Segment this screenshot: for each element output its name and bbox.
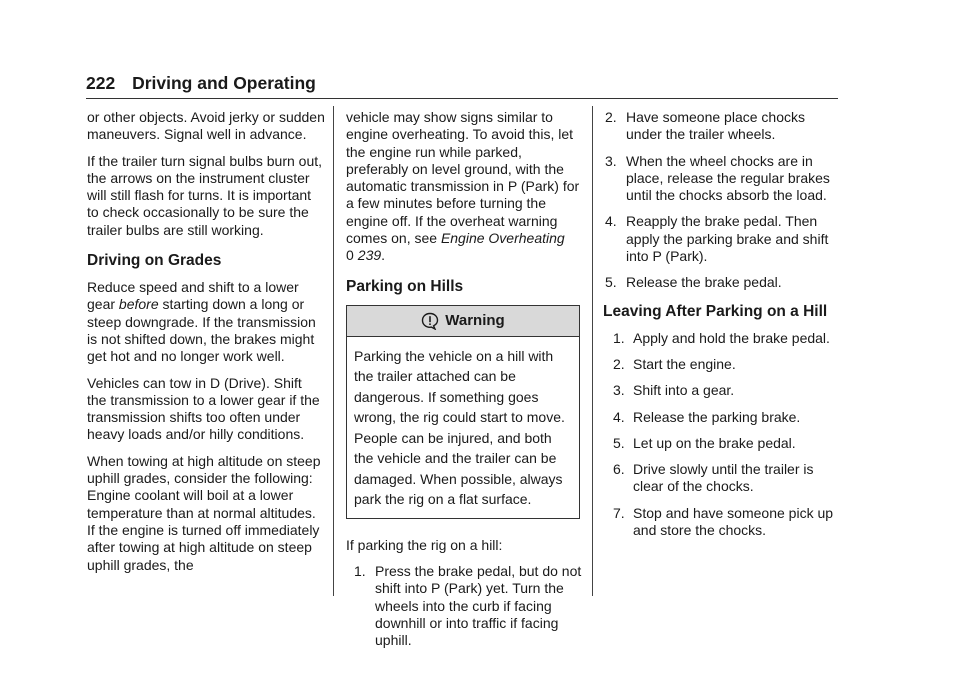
step-number: 5. [605, 274, 617, 291]
reference-page: 239 [357, 247, 382, 264]
step-number: 7. [613, 504, 625, 521]
paragraph [87, 279, 325, 365]
paragraph [346, 109, 584, 265]
list-item [603, 330, 841, 347]
step-text: Release the brake pedal. [626, 274, 782, 291]
step-number: 2. [613, 355, 625, 372]
list-item [603, 109, 841, 144]
list-item [603, 382, 841, 399]
column-2 [346, 109, 584, 658]
warning-icon [421, 312, 439, 330]
warning-title: Warning [445, 312, 505, 330]
column-divider-1 [333, 106, 334, 596]
parking-steps-list-continued [603, 109, 841, 292]
warning-body: Parking the vehicle on a hill with the trailer attached can be dangerous. If something goes wrong, the rig could start to move. People can be injured, and both the vehicle and the trailer can be damaged. When possible, always park the rig on a flat surface. [354, 347, 565, 508]
header-rule [86, 98, 838, 99]
heading-driving-on-grades: Driving on Grades [87, 252, 222, 270]
paragraph: If parking the rig on a hill: [346, 536, 503, 553]
column-3 [603, 109, 841, 548]
step-text: Start the engine. [633, 355, 736, 372]
paragraph: or other objects. Avoid jerky or sudden maneuvers. Signal well in advance. [87, 109, 325, 143]
page-ref-arrow-icon: 0 [346, 247, 354, 264]
list-item [603, 213, 841, 265]
step-text: Reapply the brake pedal. Then apply the parking brake and shift into P (Park). [626, 213, 829, 265]
step-number: 6. [613, 461, 625, 478]
list-item [603, 505, 841, 540]
warning-title-bar [347, 306, 579, 337]
step-text: When the wheel chocks are in place, release the regular brakes until the chocks absorb the load. [626, 152, 830, 204]
parking-steps-list [346, 563, 584, 649]
list-item [603, 153, 841, 205]
emphasis: before [118, 296, 159, 313]
list-item [603, 274, 841, 291]
step-text: Press the brake pedal, but do not shift into P (Park) yet. Turn the wheels into the curb if facing downhill or into traffic if facing uphill. [375, 562, 582, 649]
paragraph: If the trailer turn signal bulbs burn out, the arrows on the instrument cluster will still flash for turns. It is important to check occasionally to be sure the trailer bulbs are still working. [87, 152, 323, 238]
step-text: Stop and have someone pick up and store the chocks. [633, 504, 834, 539]
step-text: Shift into a gear. [633, 382, 735, 399]
page-header [86, 72, 838, 98]
column-divider-2 [592, 106, 593, 596]
list-item [603, 435, 841, 452]
leaving-steps-list [603, 330, 841, 540]
warning-box [346, 305, 580, 519]
reference-title: Engine Overheating [440, 230, 565, 247]
list-item [603, 409, 841, 426]
step-number: 3. [613, 382, 625, 399]
text: starting down a long or steep downgrade. If the transmission is not shifted down, the brakes might get hot and no longer work well. [87, 296, 316, 365]
paragraph: Vehicles can tow in D (Drive). Shift the transmission to a lower gear if the transmission shifts too often under heavy loads and/or hilly conditions. [87, 374, 320, 443]
step-text: Release the parking brake. [633, 408, 801, 425]
step-text: Have someone place chocks under the trailer wheels. [626, 109, 805, 143]
step-number: 4. [613, 408, 625, 425]
step-number: 1. [354, 562, 366, 579]
paragraph: When towing at high altitude on steep uphill grades, consider the following: Engine coolant will boil at a lower temperature than at normal altitudes. If the engine is turned off immediately after towing at high altitude on steep uphill grades, the [87, 452, 321, 573]
list-item [603, 461, 841, 496]
page-number: 222 [86, 73, 116, 93]
step-number: 2. [605, 109, 617, 125]
step-number: 4. [605, 213, 617, 230]
step-text: Apply and hold the brake pedal. [633, 329, 830, 346]
heading-parking-on-hills: Parking on Hills [346, 277, 464, 295]
text: vehicle may show signs similar to engine overheating. To avoid this, let the engine run while parked, preferably on level ground, with the automatic transmission in P (Park) for a few minutes before turning the engine off. If the overheat warning comes on, see [346, 109, 580, 247]
step-text: Let up on the brake pedal. [633, 434, 796, 451]
section-title: Driving and Operating [132, 73, 316, 93]
column-1 [87, 109, 325, 583]
heading-leaving-after-parking: Leaving After Parking on a Hill [603, 302, 828, 320]
step-number: 1. [613, 329, 625, 346]
step-number: 5. [613, 434, 625, 451]
text: . [381, 247, 386, 264]
step-text: Drive slowly until the trailer is clear of the chocks. [633, 461, 814, 495]
step-number: 3. [605, 152, 617, 169]
text: Reduce speed and shift to a lower gear [87, 279, 299, 313]
list-item [603, 356, 841, 373]
list-item [346, 563, 584, 649]
